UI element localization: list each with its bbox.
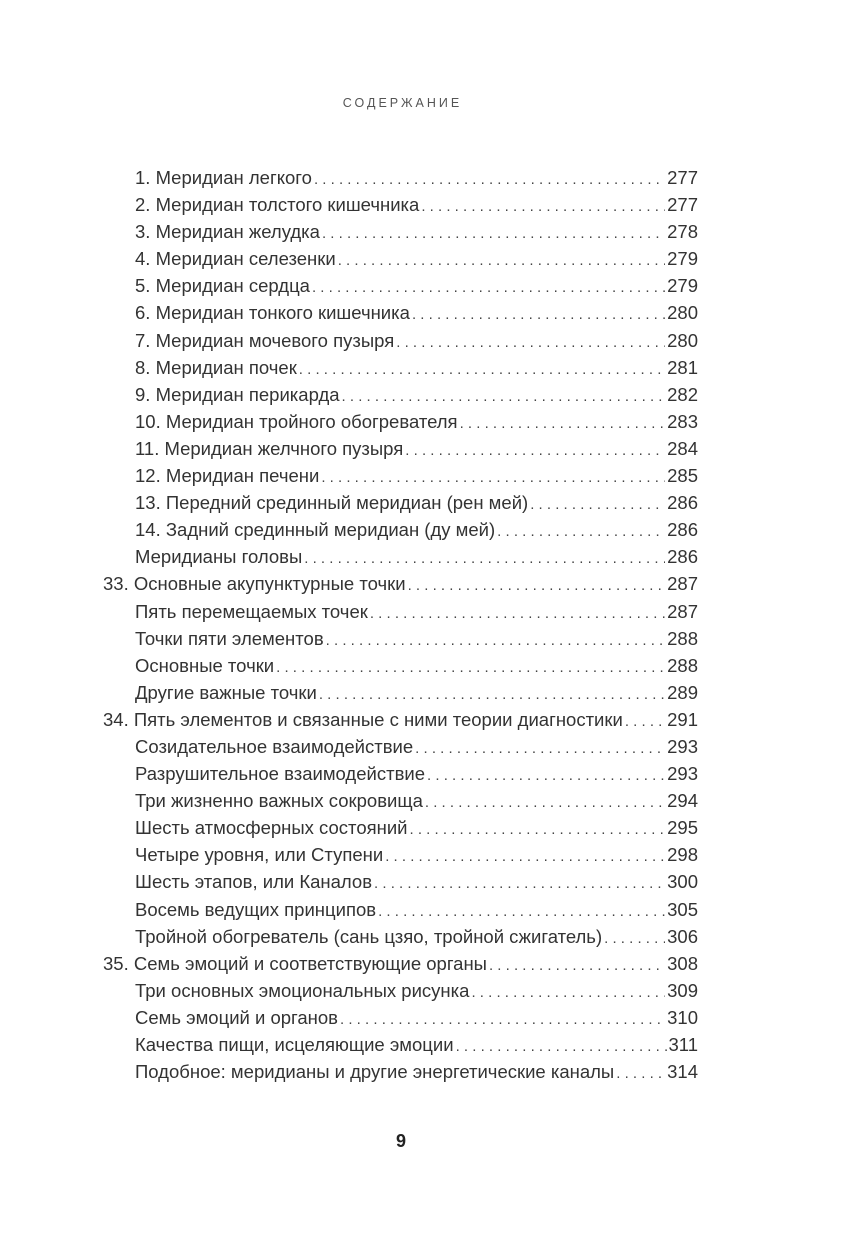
toc-entry[interactable] [103,1031,698,1058]
dot-leader [276,654,665,679]
toc-entry-title: 14. Задний срединный меридиан (ду мей) [135,519,496,541]
toc-entry-title: 6. Меридиан тонкого кишечника [135,302,410,324]
dot-leader [299,356,665,381]
toc-entry[interactable] [103,299,698,326]
toc-entry[interactable] [103,950,698,977]
toc-entry[interactable] [103,1004,698,1031]
toc-entry-page: 285 [667,465,698,487]
dot-leader [326,627,665,652]
toc-entry[interactable] [103,327,698,354]
toc-entry-page: 282 [667,383,698,405]
toc-entry-title: 4. Меридиан селезенки [135,248,336,270]
page-number: 9 [395,1131,406,1151]
toc-entry-page: 283 [667,410,698,432]
toc-entry-title: Основные точки [135,654,275,676]
dot-leader [304,545,665,570]
toc-entry-page: 311 [668,1034,698,1055]
toc-entry-page: 286 [667,519,698,541]
toc-entry-title: Три основных эмоциональных рисунка [135,979,470,1001]
dot-leader [425,789,665,814]
dot-leader [322,220,665,245]
toc-entry-title: Восемь ведущих принципов [135,898,377,920]
toc-entry-page: 278 [667,221,698,243]
dot-leader [415,735,665,760]
toc-entry-title: 9. Меридиан перикарда [135,383,340,405]
toc-entry[interactable] [103,354,698,381]
dot-leader [314,166,665,191]
toc-entry[interactable] [103,435,698,462]
toc-entry-title: 1. Меридиан легкого [135,167,312,188]
toc-entry-title: Разрушительное взаимодействие [135,763,426,785]
dot-leader [625,708,665,733]
toc-entry[interactable] [103,245,698,272]
toc-entry-title: 8. Меридиан почек [135,356,297,378]
toc-entry-title: Другие важные точки [135,681,317,703]
toc-entry-page: 277 [667,167,698,188]
toc-entry-title: 7. Меридиан мочевого пузыря [135,329,395,351]
toc-entry-title: Четыре уровня, или Ступени [135,844,384,866]
toc-entry-page: 306 [667,925,698,947]
toc-entry-page: 284 [667,437,698,459]
dot-leader [616,1060,665,1085]
toc-entry[interactable] [103,733,698,760]
toc-entry-page: 298 [667,844,698,866]
toc-entry-page: 291 [667,708,698,730]
toc-entry[interactable] [103,1058,698,1085]
toc-entry[interactable] [103,462,698,489]
toc-entry-title: 33. Основные акупунктурные точки [103,573,406,595]
toc-entry-title: Качества пищи, исцеляющие эмоции [135,1034,454,1055]
toc-entry[interactable] [103,408,698,435]
toc-entry[interactable] [103,868,698,895]
dot-leader [497,518,665,543]
toc-entry-title: 3. Меридиан желудка [135,221,320,243]
toc-entry-title: 11. Меридиан желчного пузыря [135,437,404,459]
dot-leader [321,464,665,489]
toc-entry-page: 308 [667,952,698,974]
toc-entry-page: 295 [667,817,698,839]
toc-entry-title: Тройной обогреватель (сань цзяо, тройной сжигатель) [135,925,603,947]
dot-leader [412,301,665,326]
dot-leader [604,925,665,950]
dot-leader [408,572,666,597]
toc-entry-page: 288 [667,627,698,649]
toc-entry[interactable] [103,896,698,923]
toc-entry[interactable] [103,381,698,408]
running-head: СОДЕРЖАНИЕ [342,96,463,110]
toc-entry-page: 280 [667,329,698,351]
toc-entry-page: 279 [667,275,698,297]
dot-leader [370,600,665,625]
toc-entry-title: 34. Пять элементов и связанные с ними теории диагностики [103,708,623,730]
dot-leader [338,247,665,272]
toc-entry[interactable] [103,570,698,597]
toc-entry-page: 286 [667,492,698,514]
toc-entry-page: 281 [667,356,698,378]
dot-leader [378,898,665,923]
dot-leader [456,1033,667,1058]
toc-entry-page: 280 [667,302,698,324]
toc-entry-title: Шесть этапов, или Каналов [135,871,373,893]
toc-entry-title: Пять перемещаемых точек [135,600,368,622]
toc-entry[interactable] [103,625,698,652]
toc-entry-page: 279 [667,248,698,270]
toc-entry[interactable] [103,218,698,245]
toc-entry-title: Семь эмоций и органов [135,1006,339,1028]
dot-leader [530,491,665,516]
toc-entry-page: 277 [667,194,698,216]
toc-entry[interactable] [103,191,698,218]
dot-leader [489,952,665,977]
toc-entry-title: Созидательное взаимодействие [135,735,414,757]
toc-entry[interactable] [103,598,698,625]
dot-leader [421,193,665,218]
toc-entry-title: 2. Меридиан толстого кишечника [135,194,420,216]
toc-entry-page: 287 [667,573,698,595]
dot-leader [342,383,666,408]
toc-entry-title: 5. Меридиан сердца [135,275,310,297]
dot-leader [471,979,665,1004]
toc-entry-page: 305 [667,898,698,920]
toc-entry-page: 309 [667,979,698,1001]
dot-leader [396,329,665,354]
dot-leader [385,843,665,868]
toc-entry-title: Шесть атмосферных состояний [135,817,408,839]
dot-leader [374,870,665,895]
dot-leader [319,681,665,706]
toc-entry-title: Точки пяти элементов [135,627,324,649]
toc-entry-page: 286 [667,546,698,568]
toc-entry[interactable] [103,679,698,706]
toc-entry[interactable] [103,814,698,841]
toc-entry-page: 310 [667,1006,698,1028]
toc-entry[interactable] [103,706,698,733]
toc-entry-title: 13. Передний срединный меридиан (рен мей) [135,492,529,514]
table-of-contents [103,164,698,1085]
toc-entry[interactable] [103,516,698,543]
toc-entry-title: 12. Меридиан печени [135,465,320,487]
toc-entry-title: Меридианы головы [135,546,303,568]
toc-entry-page: 293 [667,763,698,785]
dot-leader [427,762,665,787]
toc-entry-title: Подобное: меридианы и другие энергетические каналы [135,1061,615,1083]
toc-entry[interactable] [103,841,698,868]
toc-entry[interactable] [103,760,698,787]
toc-entry[interactable] [103,164,698,191]
toc-entry-page: 300 [667,871,698,893]
toc-entry[interactable] [103,787,698,814]
toc-entry[interactable] [103,977,698,1004]
dot-leader [410,816,666,841]
toc-entry-page: 314 [667,1061,698,1083]
toc-entry-title: 35. Семь эмоций и соответствующие органы [103,952,487,974]
dot-leader [340,1006,665,1031]
dot-leader [312,274,665,299]
dot-leader [460,410,666,435]
toc-entry-page: 294 [667,790,698,812]
toc-entry-title: 10. Меридиан тройного обогревателя [135,410,458,432]
toc-entry[interactable] [103,489,698,516]
toc-entry-page: 287 [667,600,698,622]
toc-entry[interactable] [103,652,698,679]
toc-entry-page: 288 [667,654,698,676]
toc-entry[interactable] [103,923,698,950]
toc-entry-page: 289 [667,681,698,703]
toc-entry[interactable] [103,543,698,570]
dot-leader [405,437,665,462]
toc-entry[interactable] [103,272,698,299]
toc-entry-title: Три жизненно важных сокровища [135,790,423,812]
toc-entry-page: 293 [667,735,698,757]
